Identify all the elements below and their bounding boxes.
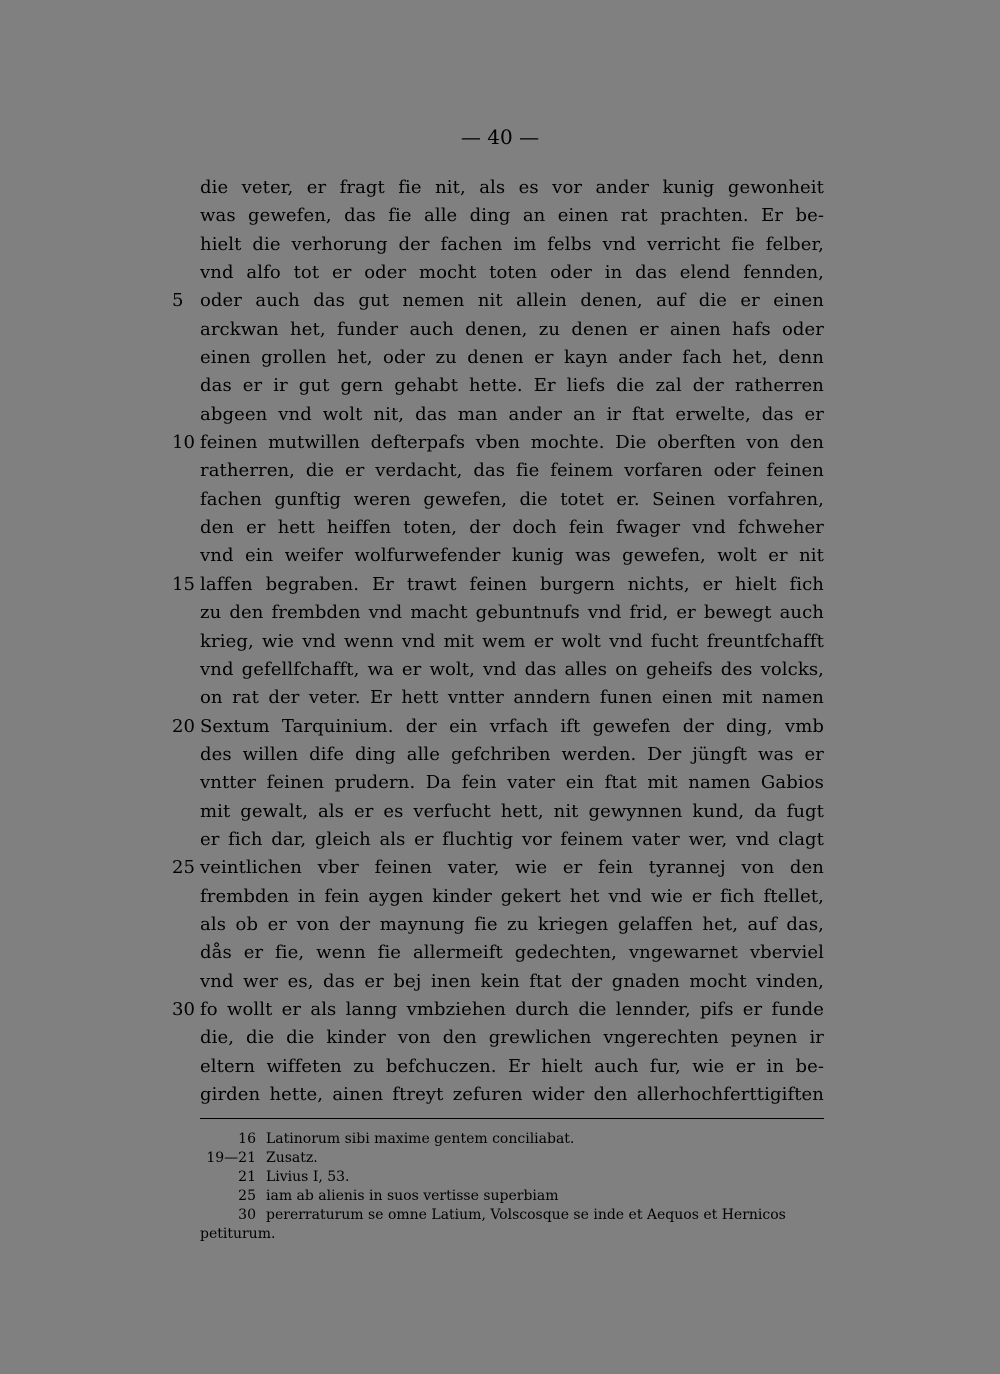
page-number: — 40 — — [460, 125, 540, 149]
text-line — [0, 769, 1000, 797]
line-text: oder auch das gut nemen nit allein denen, auf die er einen — [200, 290, 824, 312]
line-text: das er ir gut gern gehabt hette. Er liefs die zal der ratherren — [200, 375, 824, 397]
line-number: 10 — [172, 432, 195, 454]
line-number: 5 — [172, 290, 184, 312]
text-line — [0, 798, 1000, 826]
text-line — [0, 911, 1000, 939]
line-text: Sextum Tarquinium. der ein vrfach ift gewefen der ding, vmb — [200, 715, 824, 737]
text-line — [0, 287, 1000, 315]
line-text: vnd wer es, das er bej inen kein ftat der gnaden mocht vinden, — [200, 970, 824, 992]
text-line — [0, 713, 1000, 741]
footnote-divider — [200, 1118, 824, 1119]
line-text: er fich dar, gleich als er fluchtig vor feinem vater wer, vnd clagt — [200, 828, 824, 850]
footnote — [200, 1168, 824, 1187]
footnote-text: pererraturum se omne Latium, Volscosque se inde et Aequos et Hernicos petiturum. — [200, 1207, 786, 1242]
footnote-ref: 16 — [238, 1131, 256, 1147]
line-text: einen grollen het, oder zu denen er kayn ander fach het, denn — [200, 347, 824, 369]
text-line — [0, 996, 1000, 1024]
line-text: als ob er von der maynung fie zu kriegen gelaffen het, auf das, — [200, 913, 824, 935]
line-number: 20 — [172, 715, 195, 737]
text-line — [0, 542, 1000, 570]
text-line — [0, 1024, 1000, 1052]
footnote — [200, 1206, 824, 1244]
line-text: vnd alfo tot er oder mocht toten oder in das elend fennden, — [200, 262, 824, 284]
footnote-text: Livius I, 53. — [266, 1169, 350, 1185]
line-text: frembden in fein aygen kinder gekert het vnd wie er fich ftellet, — [200, 885, 824, 907]
main-text — [0, 174, 1000, 1109]
footnote-ref: 30 — [238, 1207, 256, 1223]
line-text: des willen dife ding alle gefchriben werden. Der jüngft was er — [200, 743, 824, 765]
text-line — [0, 174, 1000, 202]
footnote-text: iam ab alienis in suos vertisse superbiam — [266, 1188, 559, 1204]
line-text: was gewefen, das fie alle ding an einen rat prachten. Er be- — [200, 205, 824, 227]
text-line — [0, 231, 1000, 259]
footnote-ref: 21 — [238, 1169, 256, 1185]
line-text: mit gewalt, als er es verfucht hett, nit gewynnen kund, da fugt — [200, 800, 824, 822]
text-line — [0, 883, 1000, 911]
text-line — [0, 656, 1000, 684]
line-text: die, die die kinder von den grewlichen vngerechten peynen ir — [200, 1027, 824, 1049]
text-line — [0, 486, 1000, 514]
line-text: ratherren, die er verdacht, das fie feinem vorfaren oder feinen — [200, 460, 824, 482]
footnote — [200, 1130, 824, 1149]
line-text: die veter, er fragt fie nit, als es vor ander kunig gewonheit — [200, 177, 824, 198]
text-line — [0, 401, 1000, 429]
text-line — [0, 429, 1000, 457]
line-number: 25 — [172, 857, 195, 879]
line-text: feinen mutwillen defterpafs vben mochte. Die oberften von den — [200, 432, 824, 454]
footnote — [200, 1149, 824, 1168]
line-text: fachen gunftig weren gewefen, die totet er. Seinen vorfahren, — [200, 488, 824, 510]
footnote-ref: 25 — [238, 1188, 256, 1204]
text-line — [0, 968, 1000, 996]
footnote-ref: 19—21 — [206, 1150, 256, 1166]
footnote — [200, 1187, 824, 1206]
line-text: girden hette, ainen ftreyt zefuren wider den allerhochferttigiften — [200, 1084, 824, 1105]
footnote-text: Zusatz. — [266, 1150, 318, 1166]
text-line — [0, 202, 1000, 230]
text-line — [0, 684, 1000, 712]
text-line — [0, 939, 1000, 967]
text-line — [0, 457, 1000, 485]
text-line — [0, 599, 1000, 627]
line-text: den er hett heiffen toten, der doch fein fwager vnd fchweher — [200, 517, 824, 539]
footnote-text: Latinorum sibi maxime gentem conciliabat. — [266, 1131, 575, 1147]
line-text: eltern wiffeten zu befchuczen. Er hielt auch fur, wie er in be- — [200, 1055, 824, 1077]
footnotes — [200, 1130, 824, 1244]
line-text: vnd gefellfchafft, wa er wolt, vnd das alles on geheifs des volcks, — [200, 658, 824, 680]
text-line — [0, 628, 1000, 656]
text-line — [0, 741, 1000, 769]
text-line — [0, 1053, 1000, 1081]
text-line — [0, 372, 1000, 400]
text-line — [0, 344, 1000, 372]
line-text: fo wollt er als lanng vmbziehen durch die lennder, pifs er funde — [200, 998, 824, 1020]
line-text: zu den frembden vnd macht gebuntnufs vnd frid, er bewegt auch — [200, 602, 824, 624]
line-number: 30 — [172, 998, 195, 1020]
line-text: abgeen vnd wolt nit, das man ander an ir ftat erwelte, das er — [200, 403, 824, 425]
line-text: arckwan het, funder auch denen, zu denen er ainen hafs oder — [200, 318, 824, 340]
text-line — [0, 514, 1000, 542]
line-text: on rat der veter. Er hett vntter anndern funen einen mit namen — [200, 687, 824, 709]
line-text: vntter feinen prudern. Da fein vater ein ftat mit namen Gabios — [200, 772, 824, 794]
text-line — [0, 854, 1000, 882]
line-text: veintlichen vber feinen vater, wie er fein tyrannej von den — [200, 857, 824, 879]
text-line — [0, 1081, 1000, 1109]
text-line — [0, 316, 1000, 344]
line-text: dås er fie, wenn fie allermeift gedechten, vngewarnet vberviel — [200, 942, 824, 964]
line-text: hielt die verhorung der fachen im felbs vnd verricht fie felber, — [200, 233, 824, 255]
text-line — [0, 259, 1000, 287]
line-text: laffen begraben. Er trawt feinen burgern nichts, er hielt fich — [200, 573, 824, 595]
line-text: krieg, wie vnd wenn vnd mit wem er wolt vnd fucht freuntfchafft — [200, 630, 824, 652]
text-line — [0, 571, 1000, 599]
text-line — [0, 826, 1000, 854]
line-number: 15 — [172, 573, 195, 595]
line-text: vnd ein weifer wolfurwefender kunig was gewefen, wolt er nit — [200, 545, 824, 567]
